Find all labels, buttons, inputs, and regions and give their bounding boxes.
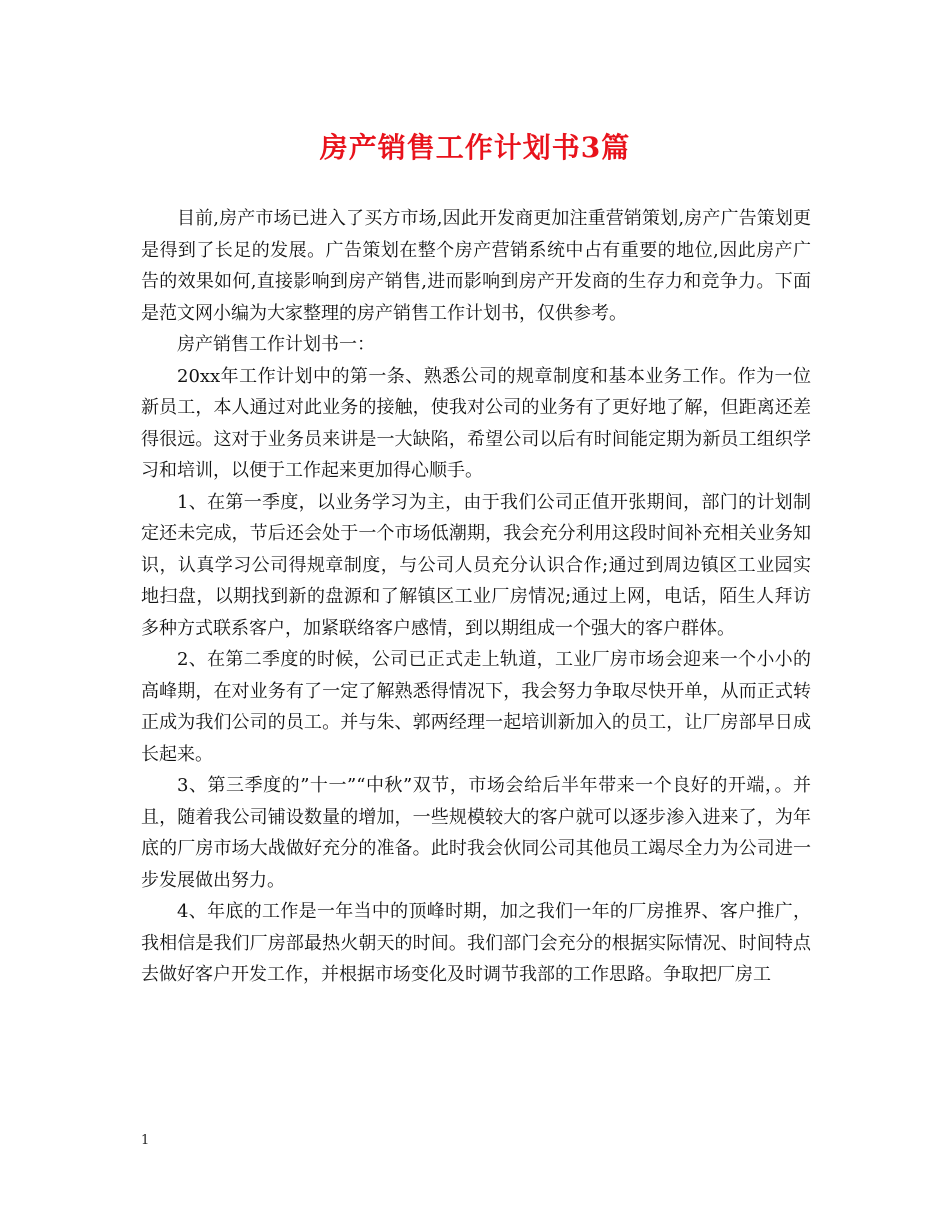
body-paragraph: 3、第三季度的”十一”“中秋”双节，市场会给后半年带来一个良好的开端，。并且，随着我公司铺设数量的增加，一些规模较大的客户就可以逐步渗入进来了，为年底的厂房市场大战做好充分的准备。此时我会伙同公司其他员工竭尽全力为公司进一步发展做出努力。 bbox=[141, 775, 811, 891]
document-title: 房产销售工作计划书3篇 bbox=[319, 131, 631, 164]
page-number: 1 bbox=[141, 1133, 150, 1148]
document-body bbox=[141, 203, 811, 991]
intro-paragraph: 目前,房产市场已进入了买方市场,因此开发商更加注重营销策划,房产广告策划更是得到了长足的发展。广告策划在整个房产营销系统中占有重要的地位,因此房产广告的效果如何,直接影响到房产销售,进而影响到房产开发商的生存力和竞争力。下面是范文网小编为大家整理的房产销售工作计划书，仅供参考。 bbox=[141, 208, 811, 324]
body-paragraph: 4、年底的工作是一年当中的顶峰时期，加之我们一年的厂房推界、客户推广，我相信是我们厂房部最热火朝天的时间。我们部门会充分的根据实际情况、时间特点去做好客户开发工作，并根据市场变化及时调节我部的工作思路。争取把厂房工 bbox=[141, 901, 811, 985]
body-paragraph: 2、在第二季度的时候，公司已正式走上轨道，工业厂房市场会迎来一个小小的高峰期，在对业务有了一定了解熟悉得情况下，我会努力争取尽快开单，从而正式转正成为我们公司的员工。并与朱、郭两经理一起培训新加入的员工，让厂房部早日成长起来。 bbox=[141, 649, 811, 765]
section-heading-plan-one: 房产销售工作计划书一： bbox=[177, 334, 375, 355]
body-paragraph: 1、在第一季度，以业务学习为主，由于我们公司正值开张期间，部门的计划制定还未完成，节后还会处于一个市场低潮期，我会充分利用这段时间补充相关业务知识，认真学习公司得规章制度，与公司人员充分认识合作;通过到周边镇区工业园实地扫盘，以期找到新的盘源和了解镇区工业厂房情况;通过上网，电话，陌生人拜访多种方式联系客户，加紧联络客户感情，到以期组成一个强大的客户群体。 bbox=[141, 491, 811, 639]
body-paragraph: 20xx年工作计划中的第一条、熟悉公司的规章制度和基本业务工作。作为一位新员工，本人通过对此业务的接触，使我对公司的业务有了更好地了解，但距离还差得很远。这对于业务员来讲是一大缺陷，希望公司以后有时间能定期为新员工组织学习和培训，以便于工作起来更加得心顺手。 bbox=[141, 365, 811, 481]
